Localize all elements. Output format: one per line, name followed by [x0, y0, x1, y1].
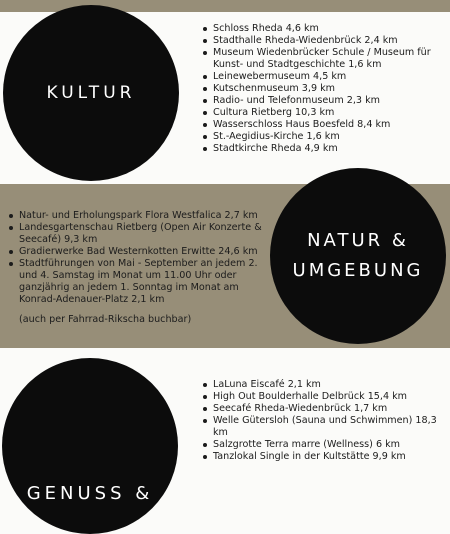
list-item: Tanzlokal Single in der Kultstätte 9,9 km	[202, 451, 446, 463]
list-item: St.-Aegidius-Kirche 1,6 km	[202, 131, 446, 143]
list-item: Salzgrotte Terra marre (Wellness) 6 km	[202, 439, 446, 451]
list-item: Gradierwerke Bad Westernkotten Erwitte 24,6 km	[8, 246, 274, 258]
kultur-heading: KULTUR	[46, 83, 136, 103]
list-item: Schloss Rheda 4,6 km	[202, 23, 446, 35]
natur-heading-line1: NATUR &	[307, 230, 409, 251]
list-item: Radio- und Telefonmuseum 2,3 km	[202, 95, 446, 107]
list-item: Wasserschloss Haus Boesfeld 8,4 km	[202, 119, 446, 131]
list-item: High Out Boulderhalle Delbrück 15,4 km	[202, 391, 446, 403]
list-item: LaLuna Eiscafé 2,1 km	[202, 379, 446, 391]
list-item: Stadtkirche Rheda 4,9 km	[202, 143, 446, 155]
list-item: Museum Wiedenbrücker Schule / Museum für Kunst- und Stadtgeschichte 1,6 km	[202, 47, 446, 71]
list-item: Landesgartenschau Rietberg (Open Air Konzerte & Seecafé) 9,3 km	[8, 222, 274, 246]
kultur-list	[202, 23, 446, 155]
list-item: Stadthalle Rheda-Wiedenbrück 2,4 km	[202, 35, 446, 47]
genuss-heading: GENUSS &	[26, 483, 154, 504]
list-item: Kutschenmuseum 3,9 km	[202, 83, 446, 95]
list-item: Leinewebermuseum 4,5 km	[202, 71, 446, 83]
list-item: Natur- und Erholungspark Flora Westfalica 2,7 km	[8, 210, 274, 222]
natur-note: (auch per Fahrrad-Rikscha buchbar)	[19, 314, 192, 325]
natur-list	[8, 210, 274, 306]
list-item: Seecafé Rheda-Wiedenbrück 1,7 km	[202, 403, 446, 415]
kultur-heading-circle	[3, 5, 179, 181]
list-item: Cultura Rietberg 10,3 km	[202, 107, 446, 119]
genuss-heading-circle	[2, 358, 178, 534]
list-item: Welle Gütersloh (Sauna und Schwimmen) 18,3 km	[202, 415, 446, 439]
natur-heading-circle	[270, 168, 446, 344]
genuss-list	[202, 379, 446, 463]
list-item: Stadtführungen von Mai - September an jedem 2. und 4. Samstag im Monat um 11.00 Uhr oder ganzjährig an jedem 1. Sonntag im Monat am Konrad-Adenauer-Platz 2,1 km	[8, 258, 274, 306]
natur-heading-line2: UMGEBUNG	[292, 260, 424, 281]
